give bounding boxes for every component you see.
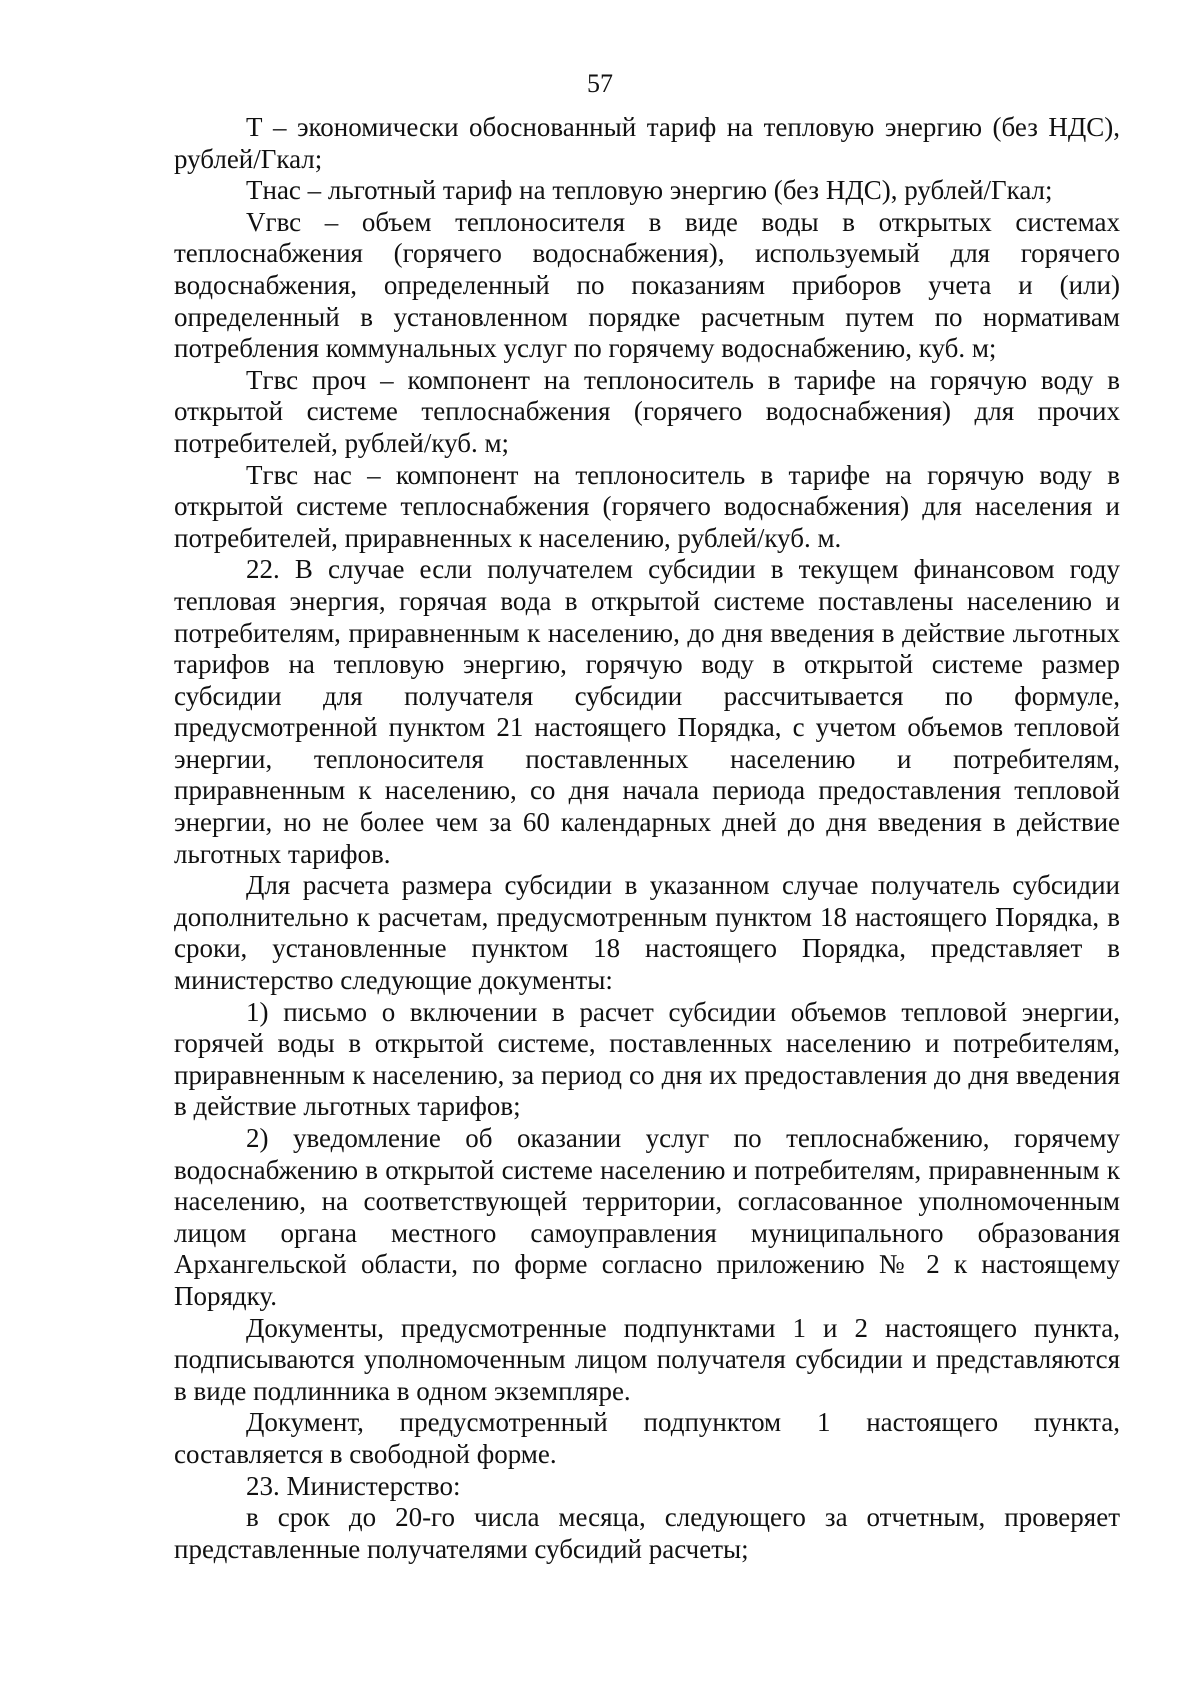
clause-22-signing-note: Документы, предусмотренные подпунктами 1 и 2 настоящего пункта, подписываются уполномоченным лицом получателя субсидии и представляются в виде подлинника в одном экземпляре. (174, 1312, 1120, 1406)
definition-vgvs: Vгвс – объем теплоносителя в виде воды в открытых системах теплоснабжения (горячего водоснабжения), используемый для горячего водоснабжения, определенный по показаниям приборов учета и (или) определенный в установленном порядке расчетным путем по нормативам потребления коммунальных услуг по горячему водоснабжению, куб. м; (174, 206, 1120, 364)
clause-22-item-2: 2) уведомление об оказании услуг по теплоснабжению, горячему водоснабжению в открытой системе населению и потребителям, приравненным к населению, на соответствующей территории, согласованное уполномоченным лицом органа местного самоуправления муниципального образования Архангельской области, по форме согласно приложению № 2 к настоящему Порядку. (174, 1123, 1120, 1311)
definition-tnas: Тнас – льготный тариф на тепловую энергию (без НДС), рублей/Гкал; (246, 175, 1053, 206)
clause-22: 22. В случае если получателем субсидии в текущем финансовом году тепловая энергия, горячая вода в открытой системе поставлены населению и потребителям, приравненным к населению, до дня введения в действие льготных тарифов на тепловую энергию, горячую воду в открытой системе размер субсидии для получателя субсидии рассчитывается по формуле, предусмотренной пунктом 21 настоящего Порядка, с учетом объемов тепловой энергии, теплоносителя поставленных населению и потребителям, приравненным к населению, со дня начала периода предоставления тепловой энергии, но не более чем за 60 календарных дней до дня введения в действие льготных тарифов. (174, 554, 1120, 869)
definition-t: Т – экономически обоснованный тариф на тепловую энергию (без НДС), рублей/Гкал; (174, 112, 1120, 174)
page-number: 57 (587, 69, 613, 98)
clause-22-item-1: 1) письмо о включении в расчет субсидии объемов тепловой энергии, горячей воды в открытой системе, поставленных населению и потребителям, приравненным к населению, за период со дня их предоставления до дня введения в действие льготных тарифов; (174, 996, 1120, 1122)
document-body (174, 112, 1120, 1565)
clause-23-heading: 23. Министерство: (246, 1470, 461, 1501)
clause-22-documents-intro: Для расчета размера субсидии в указанном случае получатель субсидии дополнительно к расчетам, предусмотренным пунктом 18 настоящего Порядка, в сроки, установленные пунктом 18 настоящего Порядка, представляет в министерство следующие документы: (174, 870, 1120, 996)
definition-tgvs-nas: Тгвс нас – компонент на теплоноситель в тарифе на горячую воду в открытой системе теплоснабжения (горячего водоснабжения) для населения и потребителей, приравненных к населению, рублей/куб. м. (174, 459, 1120, 553)
clause-22-form-note: Документ, предусмотренный подпунктом 1 настоящего пункта, составляется в свободной форме. (174, 1407, 1120, 1469)
clause-23-item: в срок до 20-го числа месяца, следующего за отчетным, проверяет представленные получателями субсидий расчеты; (174, 1502, 1120, 1564)
definition-tgvs-proch: Тгвс проч – компонент на теплоноситель в тарифе на горячую воду в открытой системе теплоснабжения (горячего водоснабжения) для прочих потребителей, рублей/куб. м; (174, 364, 1120, 458)
